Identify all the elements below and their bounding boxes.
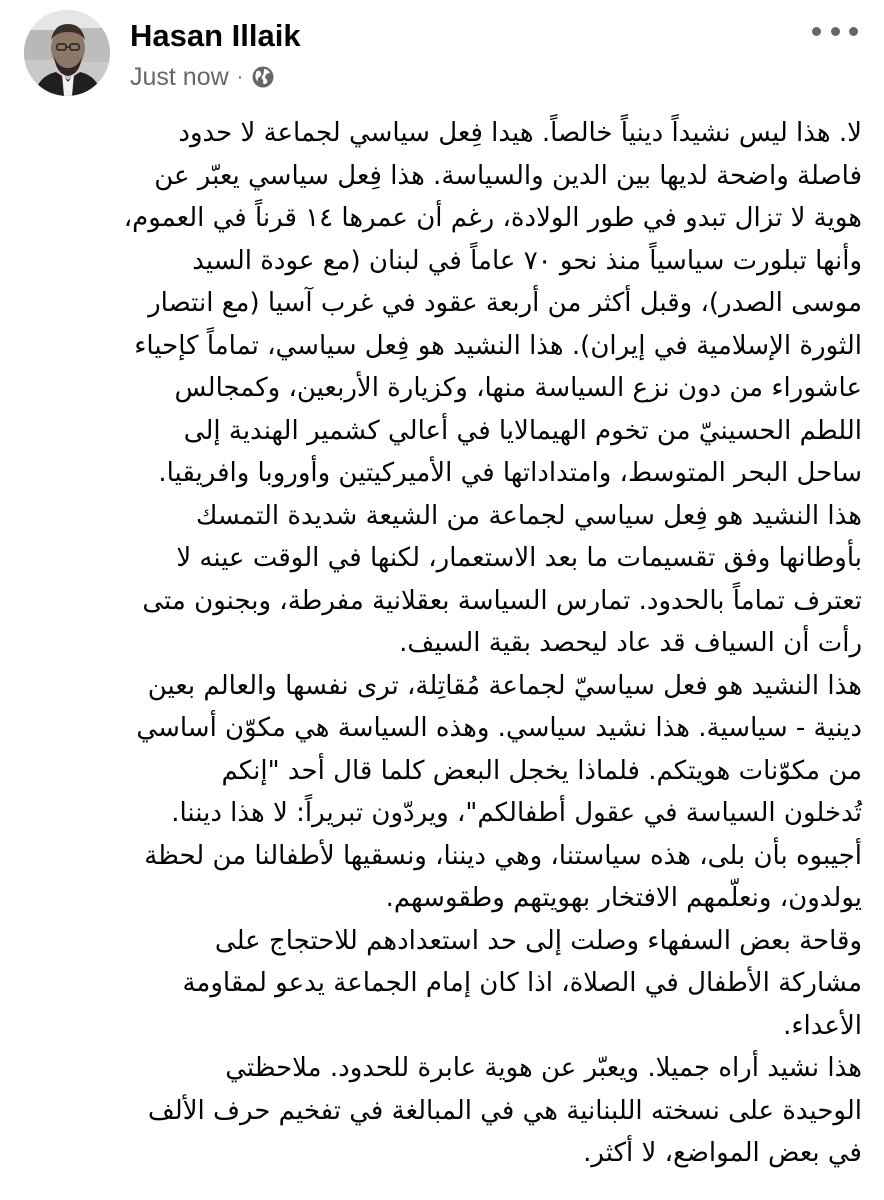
post-text-line: رأت أن السياف قد عاد ليحصد بقية السيف. [399, 628, 862, 658]
post-timestamp[interactable]: Just now [130, 63, 229, 91]
post-text-line: الأعداء. [783, 1010, 862, 1041]
post-text-line: لا. هذا ليس نشيداً دينياً خالصاً. هيدا فِعل سياسي لجماعة لا حدود [178, 118, 862, 148]
post-text-line: تُدخلون السياسة في عقول أطفالكم"، ويردّون تبريراً: لا هذا ديننا. [171, 798, 862, 828]
post-meta [130, 63, 301, 91]
post-body [26, 112, 862, 1175]
author-block [130, 18, 301, 91]
post-header [24, 8, 860, 98]
more-dot [812, 27, 821, 36]
post-text-line: وأنها تبلورت سياسياً منذ نحو ٧٠ عاماً في لبنان (مع عودة السيد [192, 245, 862, 276]
post-text-line: موسى الصدر)، وقبل أكثر من أربعة عقود في غرب آسيا (مع انتصار [148, 288, 862, 318]
post-text-line: ساحل البحر المتوسط، وامتداداتها في الأميركيتين وأوروبا وافريقيا. [158, 458, 862, 488]
post-text-line: الثورة الإسلامية في إيران). هذا النشيد هو فِعل سياسي، تماماً كإحياء [134, 330, 862, 361]
post-text-line: مشاركة الأطفال في الصلاة، اذا كان إمام الجماعة يدعو لمقاومة [182, 968, 862, 998]
post-text-line: دينية - سياسية. هذا نشيد سياسي. وهذه السياسة هي مكوّن أساسي [136, 713, 862, 743]
post-text-line: تعترف تماماً بالحدود. تمارس السياسة بعقلانية مفرطة، وبجنون متى [142, 585, 862, 616]
post-text-line: هوية لا تزال تبدو في طور الولادة، رغم أن عمرها ١٤ قرناً في العموم، [123, 203, 862, 233]
meta-separator: · [236, 66, 244, 88]
avatar[interactable] [24, 10, 110, 96]
post-text-line: عاشوراء من دون نزع السياسة منها، وكزيارة الأربعين، وكمجالس [174, 373, 862, 403]
avatar-photo [24, 10, 110, 96]
post-text-line: يولدون، ونعلّمهم الافتخار بهويتهم وطقوسهم. [385, 883, 862, 913]
post-text-line: في بعض المواضع، لا أكثر. [583, 1138, 862, 1168]
post-text-line: الوحيدة على نسخته اللبنانية هي في المبالغة في تفخيم حرف الألف [147, 1095, 862, 1126]
post-text-line: اللطم الحسينيّ من تخوم الهيمالايا في أعالي كشمير الهندية إلى [183, 415, 862, 446]
post-text-line: هذا نشيد أراه جميلا. ويعبّر عن هوية عابرة للحدود. ملاحظتي [225, 1053, 862, 1083]
post-text-line: وقاحة بعض السفهاء وصلت إلى حد استعدادهم للاحتجاج على [214, 925, 862, 956]
post-text-line: أجيبوه بأن بلى، هذه سياستنا، وهي ديننا، ونسقيها لأطفالنا من لحظة [144, 840, 862, 871]
post-text-line: فاصلة واضحة لديها بين الدين والسياسة. هذا فِعل سياسي يعبّر عن [154, 160, 862, 191]
post-text-line: هذا النشيد هو فِعل سياسي لجماعة من الشيعة شديدة التمسك [195, 500, 862, 531]
more-options-icon[interactable] [812, 16, 858, 46]
post-text-line: بأوطانها وفق تقسيمات ما بعد الاستعمار، لكنها في الوقت عينه لا [176, 543, 862, 573]
post-text-line: من مكوّنات هويتكم. فلماذا يخجل البعض كلما قال أحد "إنكم [221, 755, 862, 786]
more-dot [831, 27, 840, 36]
globe-icon[interactable] [251, 65, 275, 89]
post-text-line: هذا النشيد هو فعل سياسيّ لجماعة مُقاتِلة، ترى نفسها والعالم بعين [147, 670, 862, 701]
author-name[interactable]: Hasan Illaik [130, 18, 301, 53]
more-dot [849, 27, 858, 36]
